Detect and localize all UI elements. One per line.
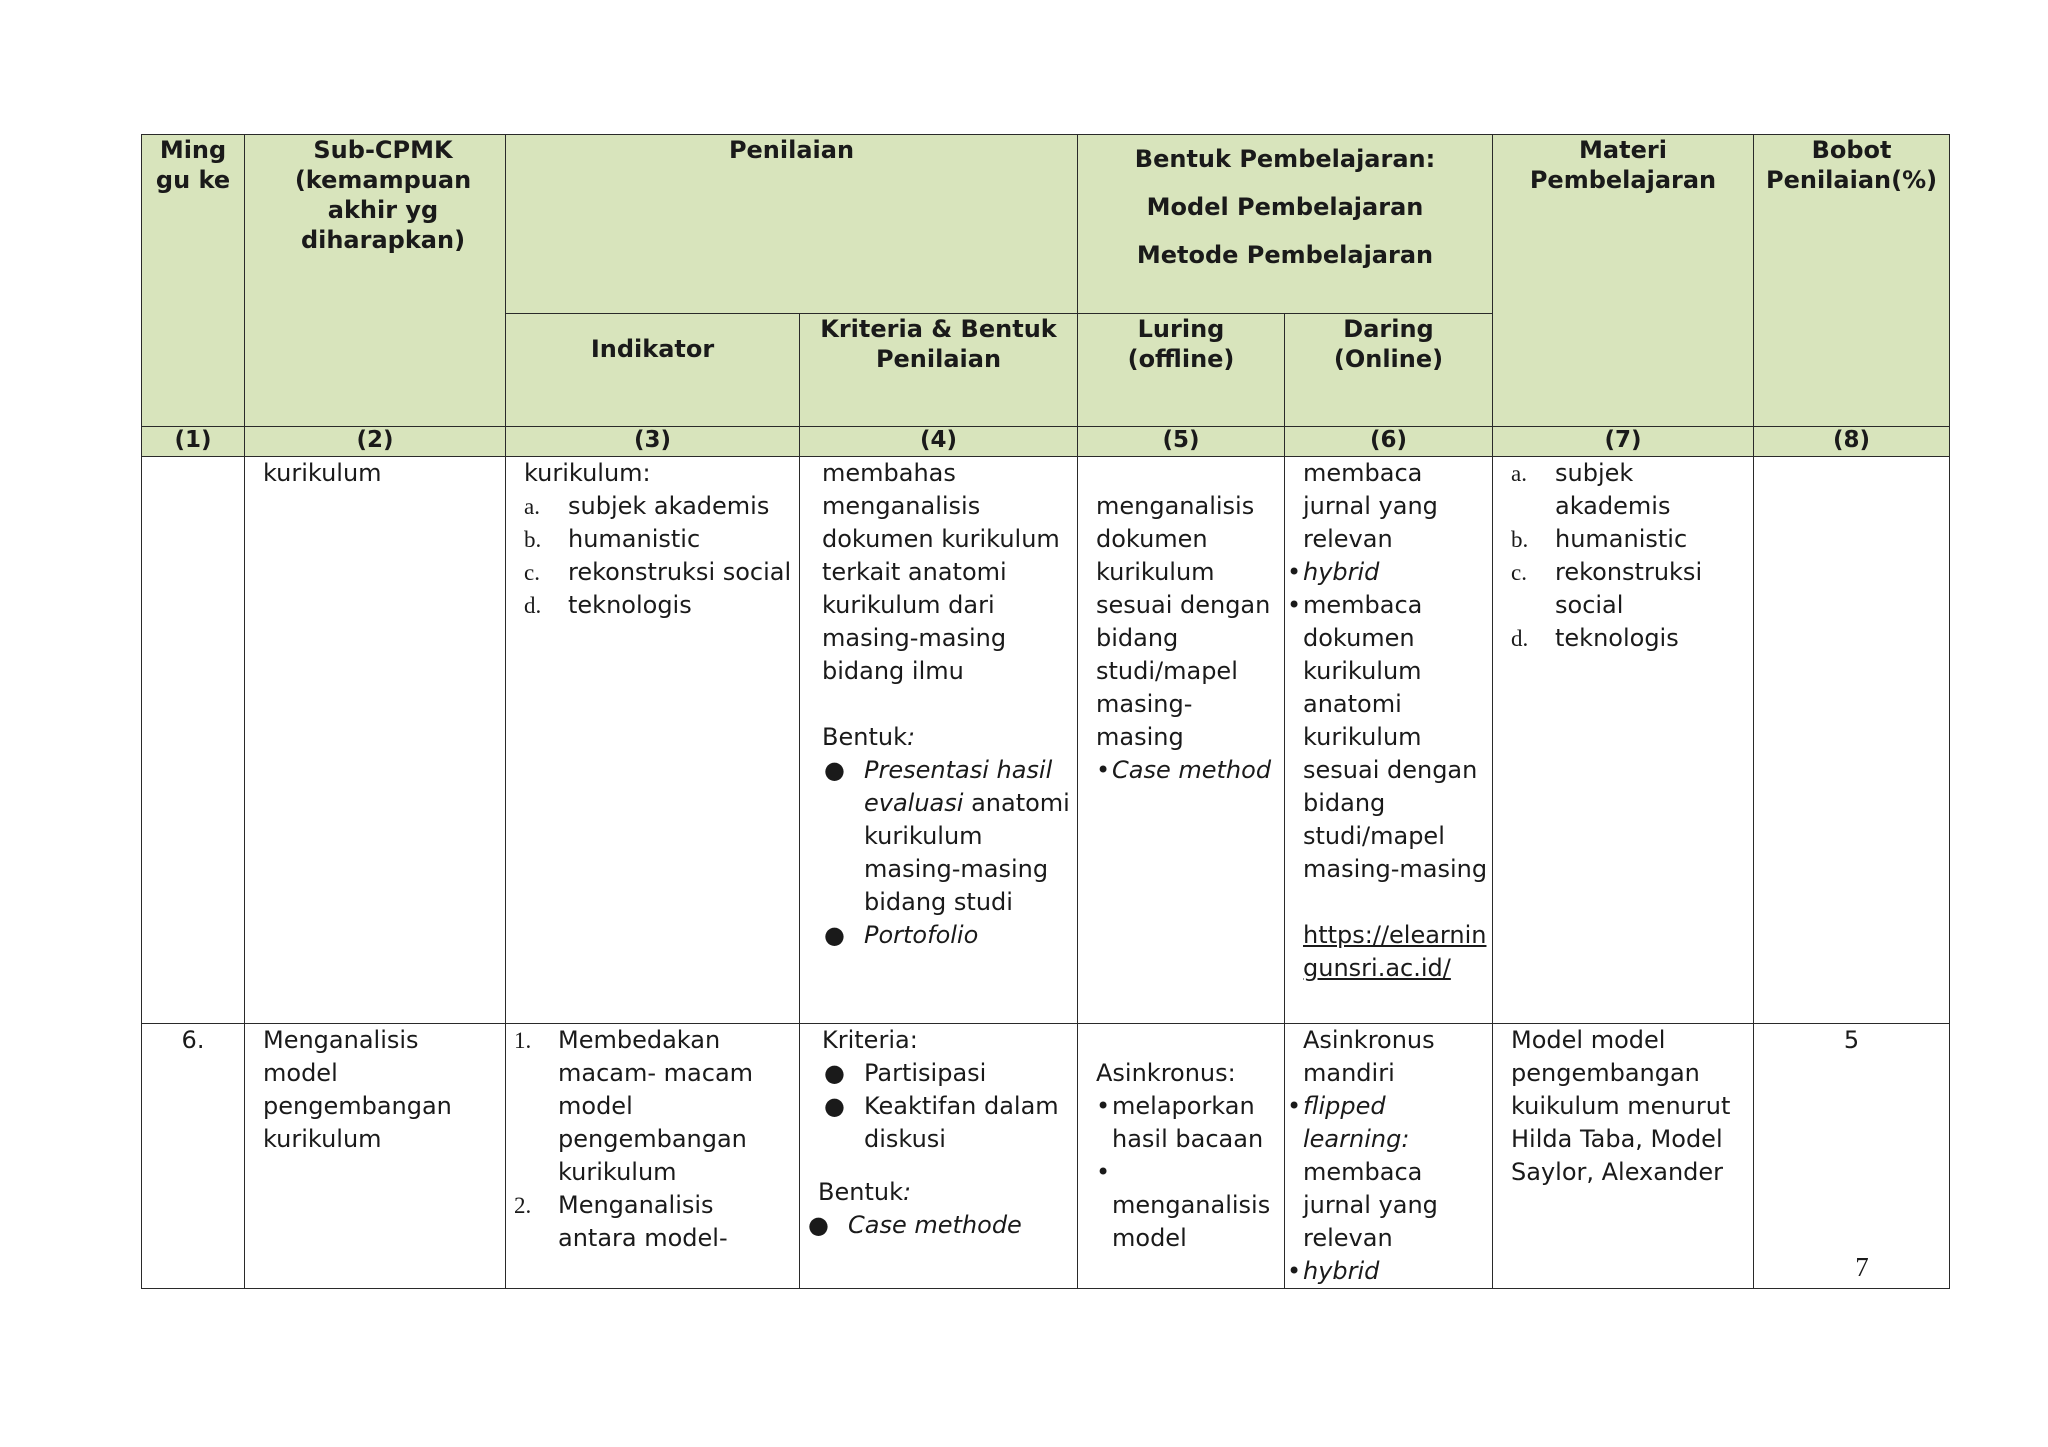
cell-minggu <box>142 457 245 1024</box>
cell-luring <box>1078 1024 1285 1289</box>
table-row <box>142 457 1950 1024</box>
header-kriteria: Kriteria & Bentuk Penilaian <box>800 314 1078 427</box>
cell-bobot: 5 <box>1754 1024 1950 1289</box>
luring-text: menganalisis dokumen kurikulum sesuai dengan bidang studi/mapel masing-masing <box>1096 492 1271 751</box>
kriteria-label: Kriteria: <box>822 1026 918 1054</box>
list-item: • membaca dokumen kurikulum anatomi kurikulum sesuai dengan bidang studi/mapel masing-masing <box>1287 591 1488 883</box>
list-item: ● Partisipasi <box>824 1059 987 1087</box>
bentuk-label: Bentuk: <box>818 1178 912 1206</box>
list-item: • flipped learning: membaca jurnal yang relevan <box>1287 1092 1438 1252</box>
list-item: 1. Membedakan macam- macam model pengembangan kurikulum <box>514 1026 754 1186</box>
header-penilaian: Penilaian <box>506 135 1078 314</box>
header-bentuk-line1: Bentuk Pembelajaran: <box>1134 145 1436 173</box>
list-item: • hybrid <box>1287 1257 1380 1285</box>
header-bentuk-pembelajaran <box>1078 135 1493 314</box>
cell-kriteria <box>800 1024 1078 1289</box>
list-item: ● Keaktifan dalam diskusi <box>824 1092 1059 1153</box>
list-item: • melaporkan hasil bacaan <box>1096 1092 1264 1153</box>
cell-materi: Model model pengembangan kuikulum menurut Hilda Taba, Model Saylor, Alexander <box>1493 1024 1754 1289</box>
col-number: (1) <box>142 427 245 457</box>
luring-label: Asinkronus: <box>1096 1059 1236 1087</box>
list-item: c. rekonstruksi social <box>1511 558 1703 619</box>
daring-text: Asinkronus mandiri <box>1303 1026 1435 1087</box>
col-number: (8) <box>1754 427 1950 457</box>
cell-daring <box>1285 1024 1493 1289</box>
list-item: d. teknologis <box>1511 624 1679 652</box>
list-item: c. rekonstruksi social <box>524 558 792 586</box>
table-row <box>142 1024 1950 1289</box>
col-number: (6) <box>1285 427 1493 457</box>
header-subcpmk: Sub-CPMK (kemampuan akhir yg diharapkan) <box>245 135 506 427</box>
list-item: ● Presentasi hasil evaluasi anatomi kurikulum masing-masing bidang studi <box>824 756 1070 916</box>
elearning-link[interactable]: https://elearningunsri.ac.id/ <box>1303 921 1487 982</box>
list-item: b. humanistic <box>524 525 701 553</box>
header-materi: Materi Pembelajaran <box>1493 135 1754 427</box>
col-number: (5) <box>1078 427 1285 457</box>
col-number: (2) <box>245 427 506 457</box>
rps-table <box>141 134 1950 1289</box>
list-item: • hybrid <box>1287 558 1380 586</box>
list-item: d. teknologis <box>524 591 692 619</box>
list-item: b. humanistic <box>1511 525 1688 553</box>
list-item: a. subjek akademis <box>1511 459 1671 520</box>
header-bentuk-line3: Metode Pembelajaran <box>1136 241 1434 269</box>
list-item: • menganalisis model <box>1096 1158 1271 1252</box>
header-minggu: Ming gu ke <box>142 135 245 427</box>
header-luring: Luring (offline) <box>1078 314 1285 427</box>
indikator-intro: kurikulum: <box>524 459 651 487</box>
col-number: (4) <box>800 427 1078 457</box>
list-item: 2. Menganalisis antara model- <box>514 1191 728 1252</box>
cell-indikator <box>506 457 800 1024</box>
col-number: (7) <box>1493 427 1754 457</box>
header-bobot: Bobot Penilaian(%) <box>1754 135 1950 427</box>
header-indikator: Indikator <box>506 314 800 427</box>
list-item: ● Case methode <box>808 1211 1022 1239</box>
cell-daring <box>1285 457 1493 1024</box>
cell-kriteria <box>800 457 1078 1024</box>
daring-text: membaca jurnal yang relevan <box>1303 459 1438 553</box>
cell-subcpmk: kurikulum <box>245 457 506 1024</box>
cell-minggu: 6. <box>142 1024 245 1289</box>
kriteria-text: membahas menganalisis dokumen kurikulum terkait anatomi kurikulum dari masing-masing bidang ilmu <box>822 459 1060 685</box>
header-daring: Daring (Online) <box>1285 314 1493 427</box>
cell-bobot <box>1754 457 1950 1024</box>
bentuk-label: Bentuk: <box>822 723 916 751</box>
page-number: 7 <box>1855 1252 1869 1282</box>
cell-materi <box>1493 457 1754 1024</box>
header-bentuk-line2: Model Pembelajaran <box>1146 193 1424 221</box>
cell-luring <box>1078 457 1285 1024</box>
list-item: • Case method <box>1096 756 1272 784</box>
list-item: ● Portofolio <box>824 921 979 949</box>
cell-subcpmk: Menganalisis model pengembangan kurikulum <box>245 1024 506 1289</box>
list-item: a. subjek akademis <box>524 492 770 520</box>
col-number: (3) <box>506 427 800 457</box>
cell-indikator <box>506 1024 800 1289</box>
